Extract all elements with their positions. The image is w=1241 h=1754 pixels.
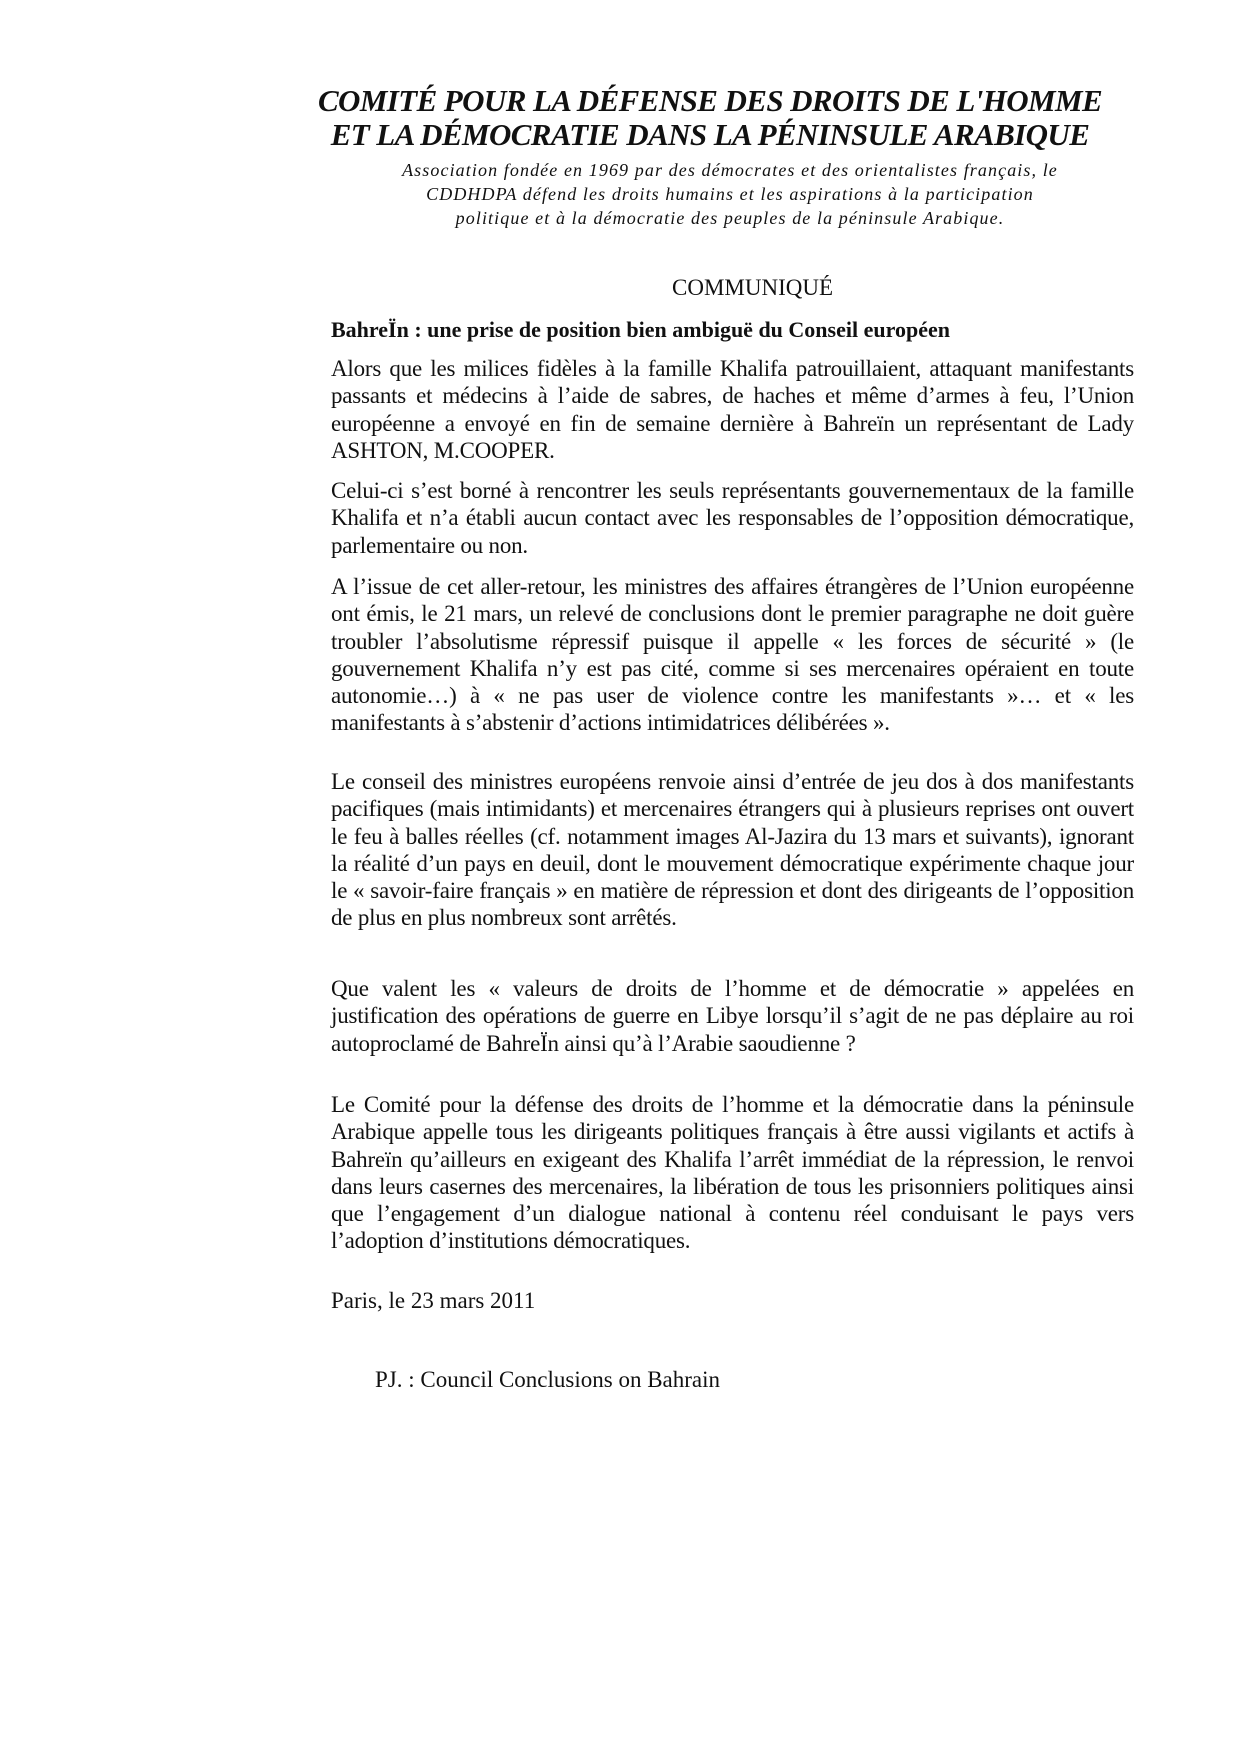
- dateline: Paris, le 23 mars 2011: [331, 1288, 536, 1313]
- body-paragraph-4: Le conseil des ministres européens renvoie ainsi d’entrée de jeu dos à dos manifestants pacifiques (mais intimidants) et mercenaires étrangers qui à plusieurs reprises ont ouvert le feu à balles réelles (cf. notamment images Al-Jazira du 13 mars et suivants), ignorant la réalité d’un pays en deuil, dont le mouvement démocratique expérimente chaque jour le « savoir-faire français » en matière de répression et dont des dirigeants de l’opposition de plus en plus nombreux sont arrêtés.: [331, 769, 1134, 931]
- body-paragraph-1: Alors que les milices fidèles à la famille Khalifa patrouillaient, attaquant manifestants passants et médecins à l’aide de sabres, de haches et même d’armes à feu, l’Union européenne a envoyé en fin de semaine dernière à Bahreïn un représentant de Lady ASHTON, M.COOPER.: [331, 356, 1134, 463]
- communique-subject: BahreÏn : une prise de position bien ambiguë du Conseil européen: [331, 317, 950, 342]
- body-paragraph-6: Le Comité pour la défense des droits de l’homme et la démocratie dans la péninsule Arabique appelle tous les dirigeants politiques français à être aussi vigilants et actifs à Bahreïn qu’ailleurs en exigeant des Khalifa l’arrêt immédiat de la répression, le renvoi dans leurs casernes des mercenaires, la libération de tous les prisonniers politiques ainsi que l’engagement d’un dialogue national à contenu réel conduisant le pays vers l’adoption d’institutions démocratiques.: [331, 1092, 1134, 1254]
- communique-heading: COMMUNIQUÉ: [672, 275, 833, 300]
- organization-title-line-1: COMITÉ POUR LA DÉFENSE DES DROITS DE L'HOMME: [317, 83, 1103, 118]
- organization-description-line-1: Association fondée en 1969 par des démocrates et des orientalistes français, le: [402, 160, 1058, 180]
- organization-title: [300, 84, 1120, 152]
- body-paragraph-3: A l’issue de cet aller-retour, les ministres des affaires étrangères de l’Union européenne ont émis, le 21 mars, un relevé de conclusions dont le premier paragraphe ne doit guère troubler l’absolutisme répressif puisque il appelle « les forces de sécurité » (le gouvernement Khalifa n’y est pas cité, comme si ses mercenaires opéraient en toute autonomie…) à « ne pas user de violence contre les manifestants »… et « les manifestants à s’abstenir d’actions intimidatrices délibérées ».: [331, 574, 1134, 736]
- organization-description: [340, 158, 1120, 230]
- organization-title-line-2: ET LA DÉMOCRATIE DANS LA PÉNINSULE ARABIQUE: [330, 117, 1090, 152]
- body-paragraph-2: Celui-ci s’est borné à rencontrer les seuls représentants gouvernementaux de la famille Khalifa et n’a établi aucun contact avec les responsables de l’opposition démocratique, parlementaire ou non.: [331, 478, 1134, 558]
- attachment-note: PJ. : Council Conclusions on Bahrain: [375, 1367, 720, 1392]
- organization-description-line-2: CDDHDPA défend les droits humains et les aspirations à la participation: [426, 184, 1034, 204]
- body-paragraph-5: Que valent les « valeurs de droits de l’homme et de démocratie » appelées en justification des opérations de guerre en Libye lorsqu’il s’agit de ne pas déplaire au roi autoproclamé de BahreÏn ainsi qu’à l’Arabie saoudienne ?: [331, 976, 1134, 1056]
- organization-description-line-3: politique et à la démocratie des peuples de la péninsule Arabique.: [455, 208, 1005, 228]
